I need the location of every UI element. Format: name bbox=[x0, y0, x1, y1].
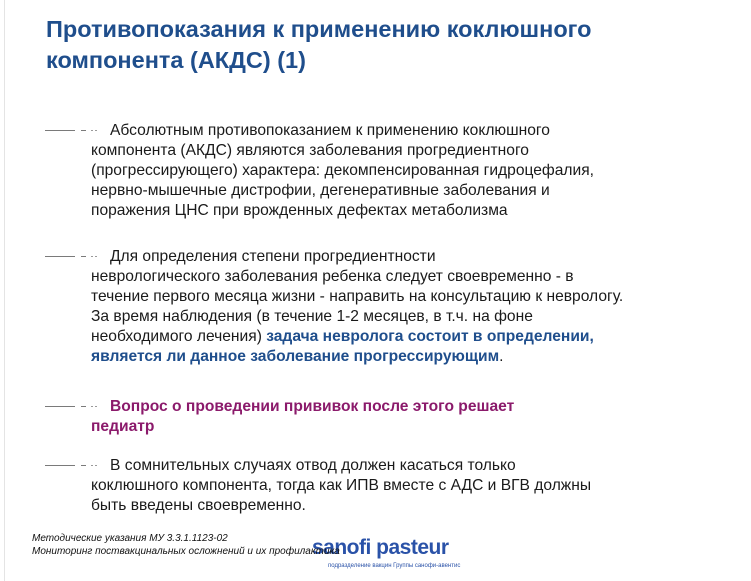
source-footnote bbox=[32, 532, 452, 558]
paragraph-line: педиатр bbox=[91, 418, 155, 435]
paragraph-line: коклюшного компонента, тогда как ИПВ вместе с АДС и ВГВ должны bbox=[91, 477, 592, 494]
logo-tagline: подразделение вакцин Группы санофи-авентис bbox=[328, 563, 461, 569]
paragraph-doubtful-cases bbox=[91, 456, 741, 516]
title-line-1: Противопоказания к применению коклюшного bbox=[46, 16, 592, 42]
paragraph-line: поражения ЦНС при врожденных дефектах метаболизма bbox=[91, 202, 508, 219]
highlighted-text: является ли данное заболевание прогрессирующим bbox=[91, 348, 500, 365]
logo-wordmark: sanofi pasteur bbox=[312, 536, 449, 559]
left-border-line bbox=[4, 0, 5, 581]
paragraph-line: За время наблюдения (в течение 1-2 месяцев, в т.ч. на фоне bbox=[91, 308, 533, 325]
paragraph-absolute-contraindications bbox=[91, 121, 741, 221]
paragraph-line: нервно-мышечные дистрофии, дегенеративные заболевания и bbox=[91, 182, 550, 199]
paragraph-line: В сомнительных случаях отвод должен касаться только bbox=[110, 457, 516, 474]
footnote-line-1: Методические указания МУ 3.3.1.1123-02 bbox=[32, 533, 228, 544]
paragraph-line: компонента (АКДС) являются заболевания прогредиентного bbox=[91, 142, 529, 159]
paragraph-pediatrician-decision bbox=[91, 397, 741, 437]
paragraph-text: необходимого лечения) bbox=[91, 328, 267, 345]
footnote-line-2: Мониторинг поствакцинальных осложнений и их профилактика bbox=[32, 546, 340, 557]
paragraph-line: Абсолютным противопоказанием к применению коклюшного bbox=[110, 122, 550, 139]
paragraph-line bbox=[91, 347, 741, 367]
paragraph-line: неврологического заболевания ребенка следует своевременно - в bbox=[91, 268, 574, 285]
paragraph-neurologist-consultation bbox=[91, 247, 741, 367]
paragraph-line: Вопрос о проведении прививок после этого решает bbox=[110, 398, 515, 415]
paragraph-line: быть введены своевременно. bbox=[91, 497, 306, 514]
paragraph-text: . bbox=[499, 348, 504, 365]
slide-title bbox=[46, 14, 736, 76]
paragraph-line: течение первого месяца жизни - направить на консультацию к неврологу. bbox=[91, 288, 624, 305]
paragraph-line bbox=[91, 327, 741, 347]
title-line-2: компонента (АКДС) (1) bbox=[46, 47, 306, 73]
paragraph-line: Для определения степени прогредиентности bbox=[110, 248, 436, 265]
paragraph-line: (прогрессирующего) характера: декомпенсированная гидроцефалия, bbox=[91, 162, 595, 179]
highlighted-text: задача невролога состоит в определении, bbox=[266, 328, 594, 345]
